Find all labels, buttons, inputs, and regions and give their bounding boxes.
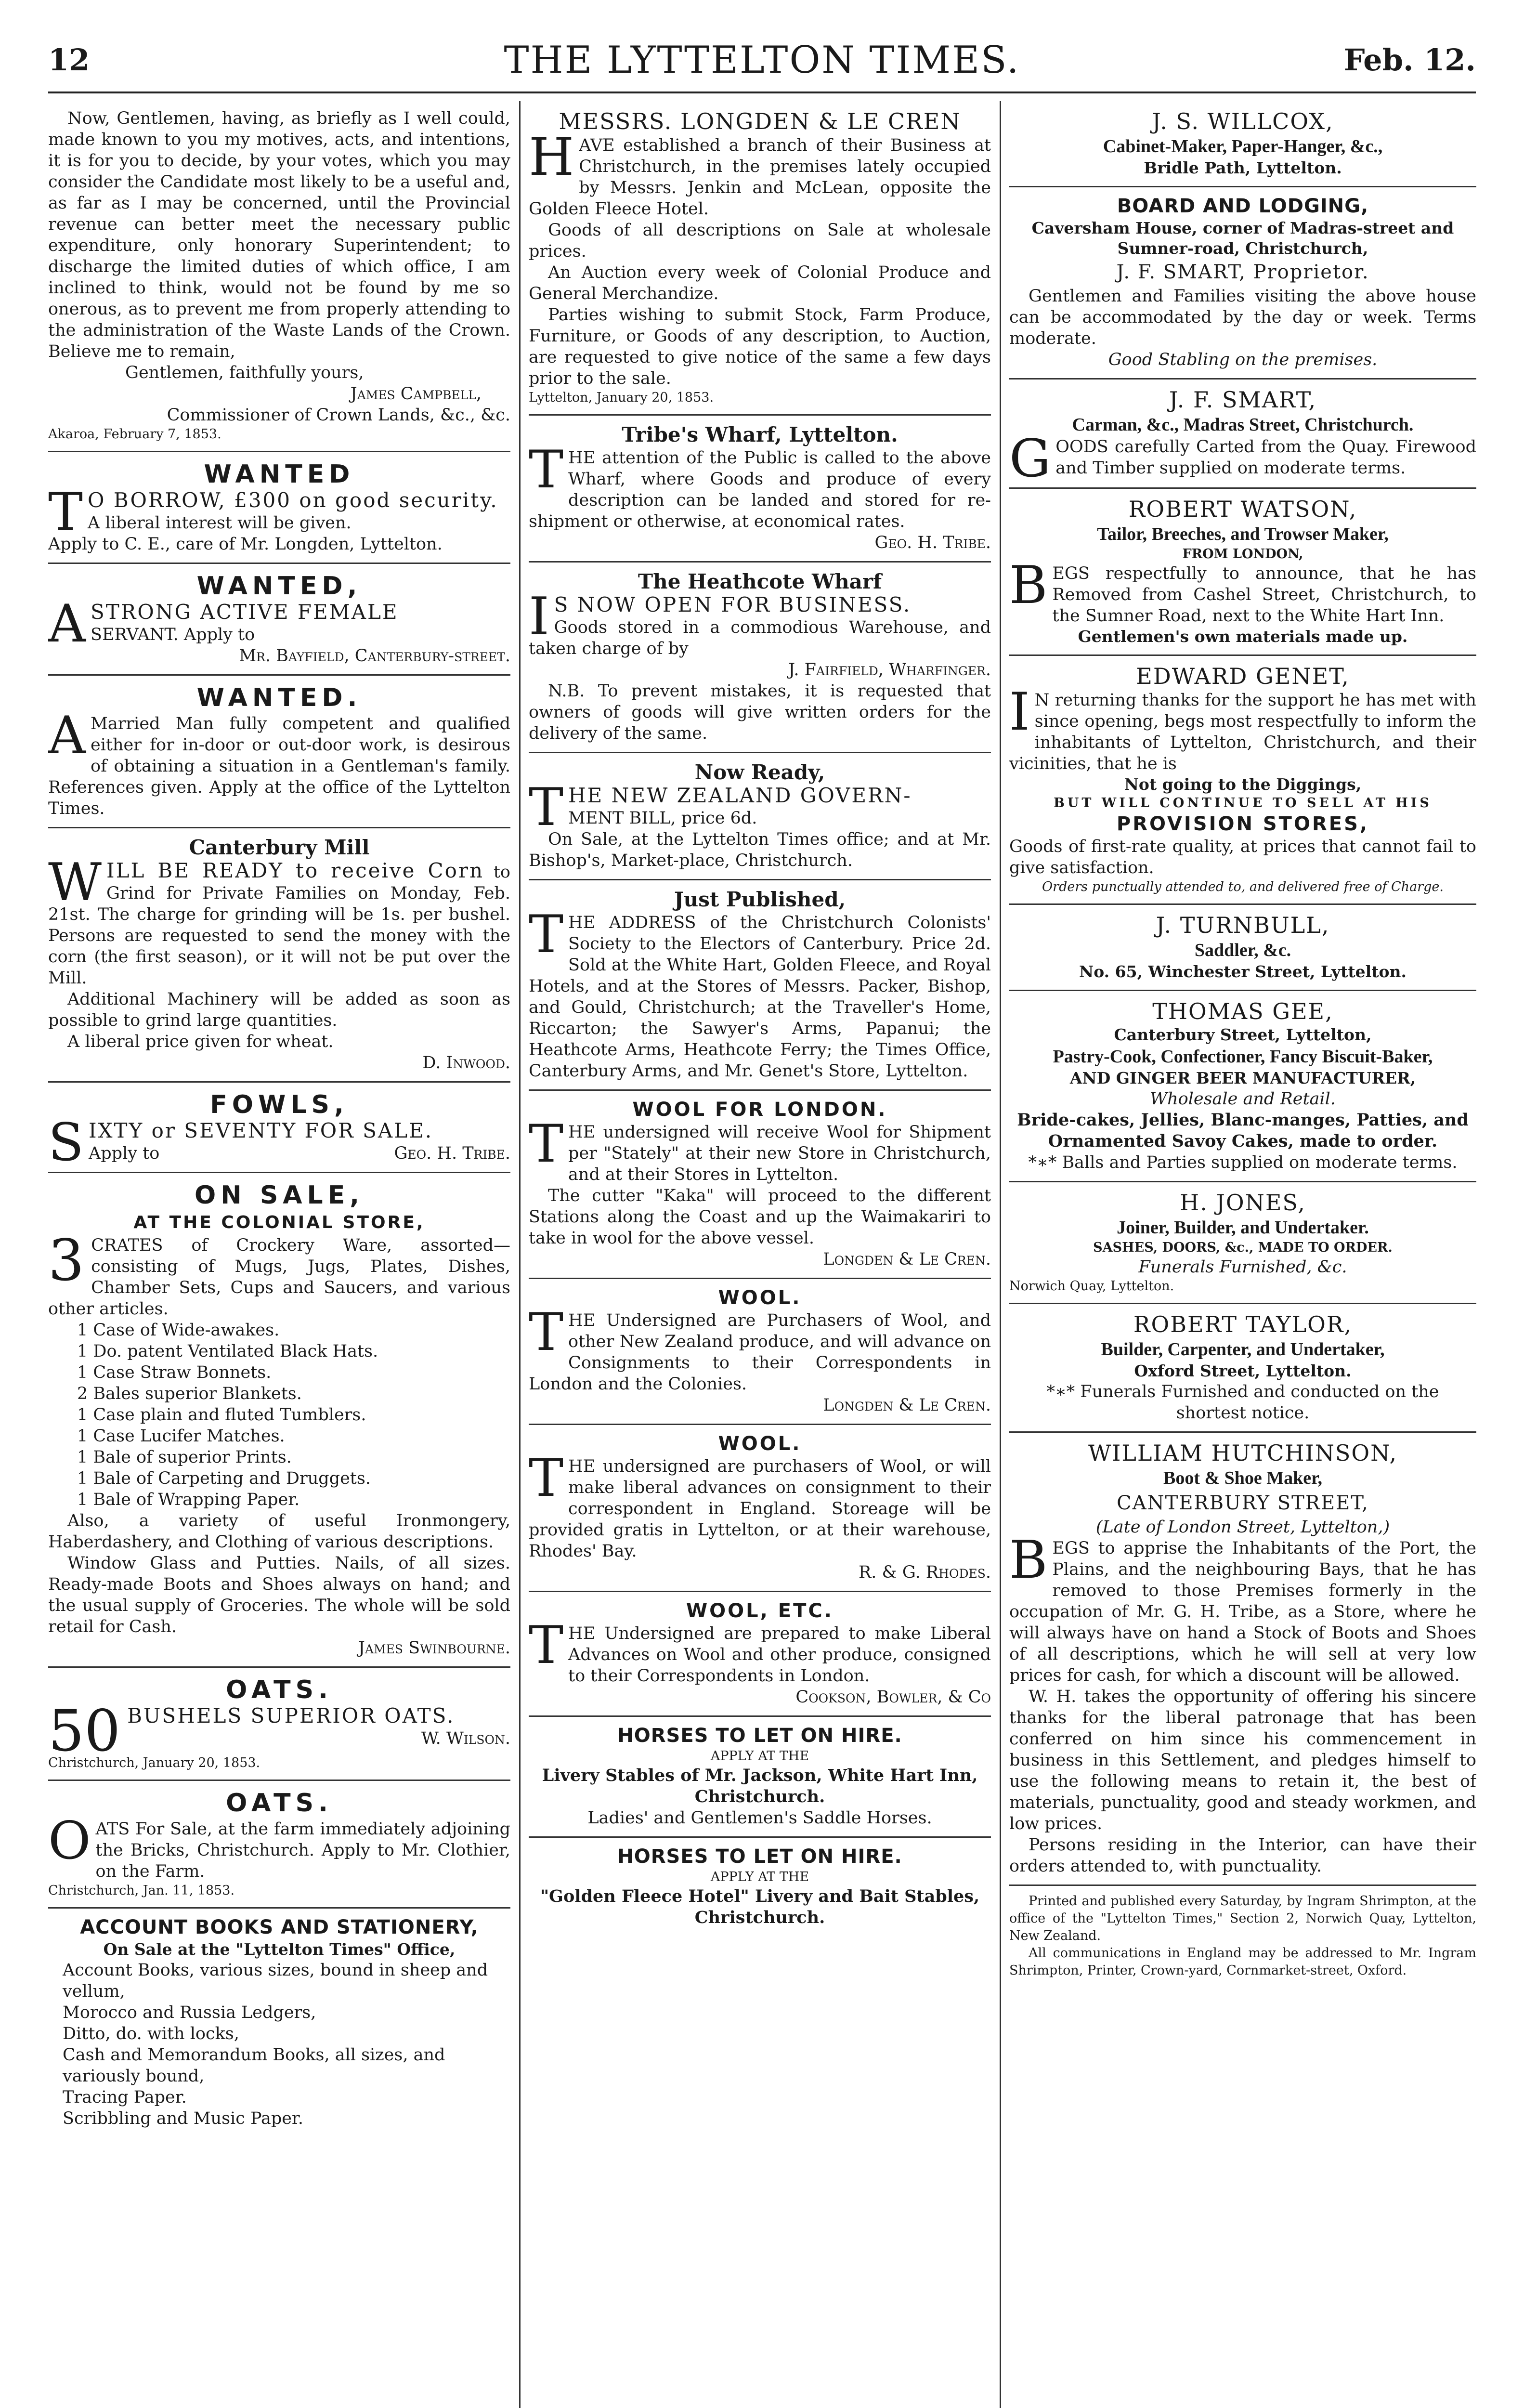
ad-smart-carman [1009,380,1476,489]
ad-oats-wilson [48,1668,510,1781]
ad-willcox [1009,101,1476,187]
ad-body: Married Man fully competent and qualified either for in-door or out-door work, is desirous of obtaining a situation in a Gentleman's family. References given. Apply at the office of the Lyttelton Times. [48,714,510,818]
column-1 [48,101,510,2408]
list-item: Tracing Paper. [63,2088,187,2107]
ad-address: Caversham House, corner of Madras-street and Sumner-road, Christchurch, [1031,219,1454,258]
ad-heading: WANTED [204,460,355,489]
ad-lead: HE Undersigned are Purchasers of [568,1311,890,1330]
ad-lead: ATS For Sale, at the farm immediately [95,1819,426,1839]
ad-name: J. S. WILLCOX, [1152,108,1334,134]
ad-body: Firewood and Timber supplied on moderate terms. [1055,437,1476,478]
ad-trade: Cabinet-Maker, Paper-Hanger, &c., [1103,136,1383,157]
ad-lead: S NOW OPEN FOR BUSINESS. [554,593,912,616]
list-item: 1 Do. patent Ventilated Black Hats. [77,1342,378,1361]
drop-cap: H [529,127,574,187]
ad-signature: Longden & Le Cren. [823,1396,991,1415]
ad-lead: HE undersigned are purchasers of Wool, [568,1457,927,1476]
ad-signature: W. Wilson. [421,1729,510,1748]
ad-lead: BUSHELS SUPERIOR OATS. [127,1704,455,1727]
letter-body: Now, Gentlemen, having, as briefly as I well could, made known to you my motives, acts, and intentions, it is for you to decide, by your votes, which you may consider the Candidate most likely to be a useful and, as far as I may be concerned, until the Provincial revenue can better meet the necessary public expenditure, only honorary Superintendent; to discharge the limited duties of which office, I am inclined to think, would not be found by me so onerous, as to prevent me from properly attending to the administration of the Waste Lands of the Crown. Believe me to remain, [48,109,510,361]
ad-apply: APPLY AT THE [710,1749,809,1764]
list-item: 1 Case plain and fluted Tumblers. [77,1405,366,1425]
list-item: Cash and Memorandum Books, all sizes, and variously bound, [63,2045,445,2086]
ad-apply: Apply to [89,1144,160,1163]
ad-address: Oxford Street, Lyttelton. [1134,1361,1352,1380]
ad-lead: O BORROW, £300 on good security. [88,488,498,512]
ad-para: Goods of all descriptions on Sale at wholesale prices. [529,221,991,261]
ad-para: Additional Machinery will be added as soon as possible to grind large quantities. [48,990,510,1030]
ad-body: has met with since opening, begs most respectfully to inform the inhabitants of Lyttelton, Christchurch, and their vicinities, that he is [1009,691,1476,773]
drop-cap: A [48,594,86,654]
ad-wanted-situation [48,676,510,828]
ad-signature: Longden & Le Cren. [823,1250,991,1269]
ad-note: *∗* Balls and Parties supplied on moderate terms. [1028,1153,1458,1172]
column-rule [1000,101,1001,2408]
ad-horses-golden-fleece [529,1838,991,1936]
ad-signature: Geo. H. Tribe. [874,533,991,552]
ad-thomas-gee [1009,991,1476,1182]
ad-note: N.B. To prevent mistakes, it is requested that owners of goods will give written orders for the delivery of the same. [529,681,991,743]
ad-body: consisting of Mugs, Jugs, Plates, Dishes, Chamber Sets, Cups and Saucers, and various other articles. [48,1257,510,1319]
imprint-line: All communications in England may be addressed to Mr. Ingram Shrimpton, Printer, Crown-yard, Cornmarket-street, Oxford. [1009,1946,1476,1978]
drop-numeral: 3 [48,1227,85,1294]
ad-para: Also, a variety of useful Ironmongery, Haberdashery, and Clothing of various descriptions. [48,1511,510,1552]
ad-heading: MESSRS. LONGDEN & LE CREN [559,108,961,134]
issue-date: Feb. 12. [1343,42,1476,78]
letter-position: Commissioner of Crown Lands, &c., &c. [167,406,510,425]
ad-heading: Just Published, [674,888,846,911]
ad-note: *∗* Funerals Furnished and conducted on the shortest notice. [1046,1382,1439,1423]
ad-body: MENT BILL, price 6d. [568,809,757,828]
drop-cap: I [529,587,549,647]
ad-lead: HE undersigned will receive Wool for [568,1123,901,1142]
ad-body: Shipment per "Stately" at their new Store in Christchurch, and at their Stores in Lyttelton. [568,1123,991,1184]
ad-lead: STRONG ACTIVE FEMALE [91,600,399,624]
ad-name: EDWARD GENET, [1136,663,1350,689]
ad-heading: ON SALE, [195,1181,364,1210]
drop-cap: W [48,852,102,913]
column-rule [519,101,521,2408]
ad-body: Wool, and other New Zealand produce, and will advance on Consignments to their Correspondents in London and the Colonies. [529,1311,991,1394]
ad-name: J. F. SMART, [1169,387,1317,413]
ad-signature: D. Inwood. [422,1053,510,1073]
ad-body: to Grind for Private Families on Monday, Feb. 21st. The charge for grinding will be 1s. per bushel. Persons are requested to send the money with the corn (the first season), or it will not be put over the Mill. [48,863,510,988]
ad-note: Ladies' and Gentlemen's Saddle Horses. [587,1808,932,1828]
list-item: Account Books, various sizes, bound in sheep and vellum, [63,1961,488,2001]
ad-lead: HE NEW ZEALAND GOVERN- [568,784,912,807]
drop-cap: T [529,440,564,500]
drop-cap: B [1009,1530,1048,1590]
ad-para: Persons residing in the Interior, can have their orders attended to, with punctuality. [1009,1835,1476,1876]
drop-cap: O [48,1811,91,1871]
ad-line: Wholesale and Retail. [1150,1089,1336,1109]
imprint-line: Printed and published every Saturday, by Ingram Shrimpton, at the office of the "Lyttelton Times," Section 2, Norwich Quay, Lyttelton, New Zealand. [1009,1894,1476,1943]
ad-lead: EGS respectfully to announce, that he [1052,564,1431,583]
ad-signature: James Swinbourne. [358,1638,510,1658]
ad-account-books [48,1909,510,2137]
ad-body: has Removed from Cashel Street, Christchurch, to the Sumner Road, next to the White Hart Inn. [1052,564,1476,626]
ad-body: Bride-cakes, Jellies, Blanc-manges, Patties, and Ornamented Savoy Cakes, made to order. [1017,1110,1469,1151]
ad-apply: APPLY AT THE [710,1870,809,1885]
ad-lead: HE attention of the Public is called to [568,448,899,468]
drop-cap: S [48,1112,84,1173]
ad-wanted-servant [48,564,510,676]
ad-heading: WOOL. [718,1433,802,1455]
ad-subheading: On Sale at the "Lyttelton Times" Office, [103,1940,456,1959]
ad-signature: J. Fairfield, Wharfinger. [788,660,991,680]
list-item: 1 Case of Wide-awakes. [77,1321,280,1340]
ad-from: FROM LONDON, [1182,547,1303,562]
ad-trade: Tailor, Breeches, and Trowser Maker, [1097,524,1389,544]
ad-turnbull [1009,905,1476,991]
ad-lead: AVE established a branch of their [579,136,882,155]
column-2 [529,101,991,2408]
ad-heading: HORSES TO LET ON HIRE. [617,1845,902,1868]
drop-cap: T [529,1302,564,1362]
ad-fowls [48,1083,510,1173]
ad-robert-taylor [1009,1304,1476,1433]
ad-date: Lyttelton, January 20, 1853. [529,390,714,405]
ad-colonial-store [48,1173,510,1668]
ad-apply: Mr. Bayfield, Canterbury-street. [239,646,510,666]
campbell-letter [48,101,510,452]
ad-note: Gentlemen's own materials made up. [1078,627,1408,646]
ad-para: Window Glass and Putties. Nails, of all sizes. Ready-made Boots and Shoes always on hand; and the usual supply of Groceries. The whole will be sold retail for Cash. [48,1554,510,1636]
ad-para: W. H. takes the opportunity of offering his sincere thanks for the liberal patronage that has been conferred on him since his commencement in business in this Settlement, and pledges himself to use the following means to retain it, the best of materials, punctuality, good and steady workmen, and low prices. [1009,1687,1476,1833]
ad-para: Parties wishing to submit Stock, Farm Produce, Furniture, or Goods of any description, to Auction, are requested to give notice of the same a few days prior to the sale. [529,305,991,388]
drop-cap: T [529,1114,564,1174]
ad-name: WILLIAM HUTCHINSON, [1088,1440,1398,1466]
ad-heading: WANTED. [196,683,362,712]
ad-trade: Carman, &c., Madras Street, Christchurch. [1072,415,1414,435]
drop-cap: A [48,706,86,766]
ad-line: SASHES, DOORS, &c., MADE TO ORDER. [1093,1240,1393,1255]
ad-address: Bridle Path, Lyttelton. [1144,158,1342,177]
newspaper-title: THE LYTTELTON TIMES. [504,39,1020,82]
drop-cap: G [1009,429,1051,489]
drop-cap: T [529,1448,564,1508]
letter-signature: James Campbell, [350,384,482,404]
list-item: Ditto, do. with locks, [63,2024,239,2043]
ad-heading: WANTED, [196,572,362,601]
ad-place: Livery Stables of Mr. Jackson, White Hart Inn, Christchurch. [542,1766,978,1806]
page-number: 12 [48,42,90,78]
ad-signature: Cookson, Bowler, & Co [795,1688,991,1707]
drop-cap: T [529,904,564,965]
ad-line: Funerals Furnished, &c. [1138,1257,1347,1277]
ad-para: An Auction every week of Colonial Produce and General Merchandize. [529,263,991,303]
ad-colonists-address [529,880,991,1091]
ad-para: On Sale, at the Lyttelton Times office; and at Mr. Bishop's, Market-place, Christchurch. [529,830,991,870]
ad-trade: Saddler, &c. [1194,940,1291,960]
ad-wanted-borrow [48,452,510,564]
ad-trade: Pastry-Cook, Confectioner, Fancy Biscuit-Baker, [1053,1047,1433,1067]
printer-imprint [1009,1886,1476,1987]
ad-trade: Builder, Carpenter, and Undertaker, [1101,1339,1385,1360]
ad-apply: Apply to C. E., care of Mr. Longden, Lyttelton. [48,535,443,554]
ad-name: ROBERT TAYLOR, [1133,1311,1353,1337]
ad-lead: CRATES of Crockery Ware, assorted— [91,1236,510,1255]
ad-body: or will make liberal advances on consignment to their correspondent in England. Storeage will be provided gratis in Lyttelton, or at their warehouse, Rhodes' Bay. [529,1457,991,1561]
ad-heading: ACCOUNT BOOKS AND STATIONERY, [80,1916,479,1938]
ad-body: Gentlemen and Families visiting the above house can be accommodated by the day or week. Terms moderate. [1009,287,1476,348]
drop-cap: T [529,777,564,838]
ad-tribes-wharf [529,416,991,563]
list-item: Morocco and Russia Ledgers, [63,2003,316,2022]
ad-wool-for-london [529,1091,991,1279]
ad-heading: The Heathcote Wharf [638,570,882,593]
drop-numeral: 50 [48,1698,121,1764]
store-item-list [48,1320,510,1510]
ad-canterbury-mill [48,828,510,1083]
ad-heading: Tribe's Wharf, Lyttelton. [622,423,898,446]
ad-body: Port, the Plains, and the neighbouring Bays, that he has removed to those Premises formerly in the occupation of Mr. G. H. Tribe, as a Store, where he will always have on hand a Stock of Boots and Shoes of all descriptions, which he will sell at very low prices for cash, for which a discount will be allowed. [1009,1539,1476,1685]
ad-heading: WOOL FOR LONDON. [632,1099,887,1121]
ad-date: Christchurch, January 20, 1853. [48,1755,261,1770]
ad-h-jones [1009,1182,1476,1304]
ad-trade: Boot & Shoe Maker, [1163,1468,1323,1488]
ad-heading: FOWLS, [210,1090,349,1119]
ad-trade: Joiner, Builder, and Undertaker. [1117,1217,1369,1238]
ad-proprietor: J. F. SMART, Proprietor. [1116,261,1369,283]
ad-line: AND GINGER BEER MANUFACTURER, [1069,1069,1416,1087]
ad-note: Orders punctually attended to, and delivered free of Charge. [1042,879,1444,894]
stationery-list [48,1960,510,2129]
ad-longden-le-cren [529,101,991,416]
ad-note: Good Stabling on the premises. [1108,350,1378,369]
list-item: 1 Bale of Wrapping Paper. [77,1490,300,1509]
ad-date: Christchurch, Jan. 11, 1853. [48,1883,235,1898]
ad-name: H. JONES, [1180,1190,1306,1216]
list-item: 1 Case Straw Bonnets. [77,1363,272,1382]
ad-body: Goods stored in a commodious Warehouse, and taken charge of by [529,618,991,658]
ad-signature: Geo. H. Tribe. [394,1144,510,1163]
list-item: 1 Case Lucifer Matches. [77,1426,285,1446]
ad-heading: OATS. [226,1789,333,1818]
ad-name: J. TURNBULL, [1156,912,1330,938]
ad-heading: Canterbury Mill [189,836,370,859]
column-3 [1009,101,1476,2408]
ad-address: No. 65, Winchester Street, Lyttelton. [1079,962,1407,981]
ad-para: Goods of first-rate quality, at prices that cannot fail to give satisfaction. [1009,837,1476,877]
letter-place-date: Akaroa, February 7, 1853. [48,427,221,442]
list-item: 1 Bale of superior Prints. [77,1448,292,1467]
ad-late: (Late of London Street, Lyttelton,) [1095,1518,1390,1537]
masthead [48,34,1476,93]
ad-para: A liberal price given for wheat. [67,1032,334,1051]
ad-lead: OODS carefully Carted from the Quay. [1055,437,1390,457]
drop-cap: T [529,1615,564,1675]
ad-body: adjoining the Bricks, Christchurch. Apply to Mr. Clothier, on the Farm. [95,1819,510,1881]
ad-heading: HORSES TO LET ON HIRE. [617,1725,902,1747]
drop-cap: T [48,482,83,542]
drop-cap: B [1009,555,1048,615]
ad-body: Colonists' Society to the Electors of Canterbury. Price 2d. Sold at the White Hart, Golden Fleece, and Royal Hotels, and at the Stores of Messrs. Packer, Bishop, and Gould, Christchurch; at the Traveller's Home, Riccarton; the Sawyer's Arms, Papanui; the Heathcote Arms, Heathcote Ferry; the Times Office, Canterbury Arms, and Mr. Genet's Store, Lyttelton. [529,913,991,1081]
ad-horses-jackson [529,1717,991,1838]
ad-wool-cookson [529,1592,991,1717]
ad-street: CANTERBURY STREET, [1117,1492,1369,1514]
letter-closing: Gentlemen, faithfully yours, [125,363,364,382]
ad-board-lodging [1009,187,1476,380]
ad-heading: WOOL. [718,1287,802,1309]
ad-heading: Now Ready, [694,760,825,784]
ad-william-hutchinson [1009,1433,1476,1886]
ad-heading: OATS. [226,1675,333,1704]
ad-para: The cutter "Kaka" will proceed to the different Stations along the Coast and up the Waimakariri to take in wool for the above vessel. [529,1186,991,1248]
ad-body: Liberal Advances on Wool and other produce, consigned to their Correspondents in London. [568,1624,991,1686]
ad-body: Business at Christchurch, in the premises lately occupied by Messrs. Jenkin and McLean, opposite the Golden Fleece Hotel. [529,136,991,219]
ad-body: SERVANT. Apply to [91,625,255,644]
ad-subheading: AT THE COLONIAL STORE, [133,1213,425,1232]
ad-heading: WOOL, ETC. [686,1600,834,1622]
ad-heading: BOARD AND LODGING, [1117,195,1369,217]
ad-genet [1009,656,1476,905]
ad-government-bill [529,753,991,880]
ad-signature: R. & G. Rhodes. [858,1563,991,1582]
ad-lead: HE ADDRESS of the Christchurch [568,913,894,932]
list-item: 1 Bale of Carpeting and Druggets. [77,1469,371,1488]
ad-name: ROBERT WATSON, [1128,496,1357,522]
ad-lead: IXTY or SEVENTY FOR SALE. [89,1119,433,1142]
ad-line: PROVISION STORES, [1116,813,1369,835]
ad-wool-rhodes [529,1425,991,1592]
ad-lead: HE Undersigned are prepared to make [568,1624,921,1643]
ad-name: THOMAS GEE, [1152,998,1333,1024]
list-item: 2 Bales superior Blankets. [77,1384,302,1403]
ad-line: BUT WILL CONTINUE TO SELL AT HIS [1054,796,1432,811]
ad-oats-farm [48,1781,510,1909]
ad-lead: ILL BE READY to receive Corn [106,859,484,882]
ad-watson-tailor [1009,489,1476,656]
ad-body: the above Wharf, where Goods and produce of every description can be landed and stored for re-shipment or otherwise, at economical rates. [529,448,991,531]
list-item: Scribbling and Music Paper. [63,2109,303,2128]
ad-address: Norwich Quay, Lyttelton. [1009,1279,1174,1294]
ad-body: A liberal interest will be given. [88,513,352,533]
ad-heathcote-wharf [529,563,991,753]
ad-line: Not going to the Diggings, [1124,775,1362,794]
ad-place: "Golden Fleece Hotel" Livery and Bait Stables, Christchurch. [540,1886,980,1927]
ad-lead: N returning thanks for the support he [1034,691,1360,710]
drop-cap: I [1009,682,1030,742]
ad-wool-longden [529,1279,991,1425]
ad-address: Canterbury Street, Lyttelton, [1114,1025,1372,1044]
ad-lead: EGS to apprise the Inhabitants of the [1052,1539,1391,1558]
